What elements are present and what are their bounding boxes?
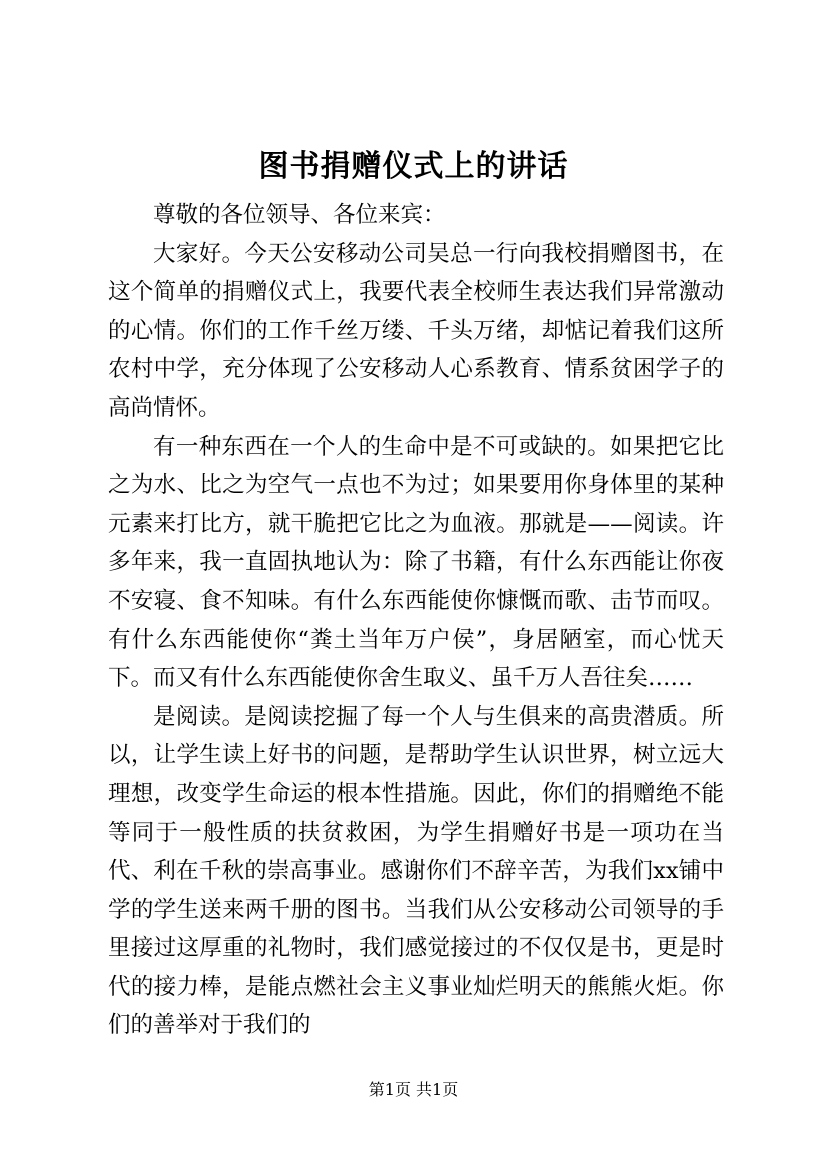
paragraph-salutation: 尊敬的各位领导、各位来宾： <box>153 202 446 228</box>
paragraph-greeting: 大家好。今天公安移动公司吴总一行向我校捐赠图书，在这个简单的捐赠仪式上，我要代表全校师生表达我们异常激动的心情。你们的工作千丝万缕、千头万绪，却惦记着我们这所农村中学，充分体现了公安移动人心系教育、情系贫困学子的高尚情怀。 <box>108 240 724 421</box>
page-footer: 第1页 共1页 <box>368 1080 459 1099</box>
paragraph-reading: 有一种东西在一个人的生命中是不可或缺的。如果把它比之为水、比之为空气一点也不为过；如果要用你身体里的某种元素来打比方，就干脆把它比之为血液。那就是——阅读。许多年来，我一直固执地认为：除了书籍，有什么东西能让你夜不安寝、食不知味。有什么东西能使你慷慨而歌、击节而叹。有什么东西能使你“粪土当年万户侯”，身居陋室，而心忧天下。而又有什么东西能使你舍生取义、虽千万人吾往矣…… <box>108 433 724 692</box>
document-body <box>108 196 724 1045</box>
paragraph-gratitude: 是阅读。是阅读挖掘了每一个人与生俱来的高贵潜质。所以，让学生读上好书的问题，是帮助学生认识世界，树立远大理想，改变学生命运的根本性措施。因此，你们的捐赠绝不能等同于一般性质的扶贫救困，为学生捐赠好书是一项功在当代、利在千秋的崇高事业。感谢你们不辞辛苦，为我们xx铺中学的学生送来两千册的图书。当我们从公安移动公司领导的手里接过这厚重的礼物时，我们感觉接过的不仅仅是书，更是时代的接力棒，是能点燃社会主义事业灿烂明天的熊熊火炬。你们的善举对于我们的 <box>108 703 724 1039</box>
document-title: 图书捐赠仪式上的讲话 <box>258 149 569 184</box>
